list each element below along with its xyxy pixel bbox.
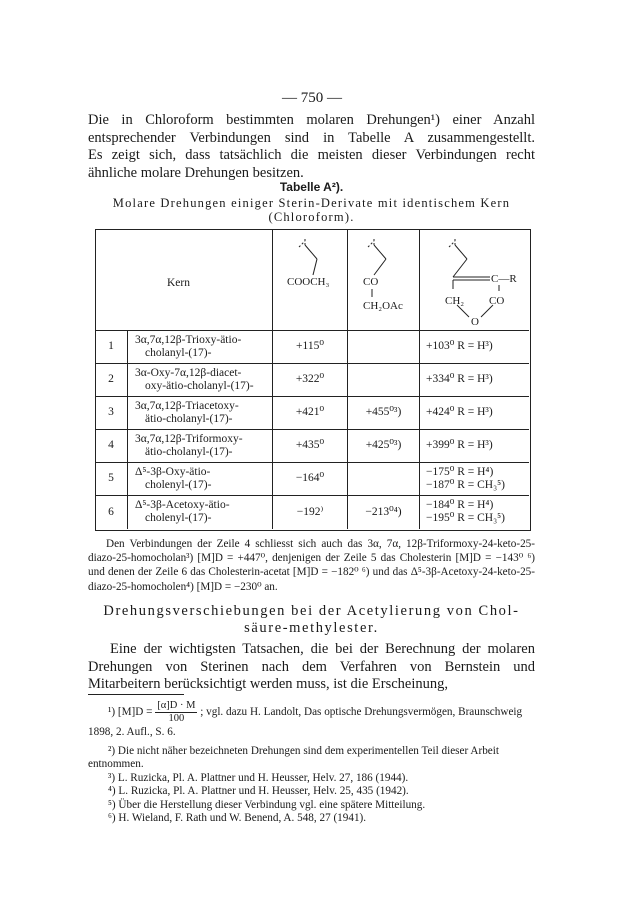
value-line: −175⁰ R = H⁴) bbox=[426, 465, 494, 478]
header-c-r: C—R bbox=[491, 273, 517, 285]
compound-name-line: oxy-ätio-cholanyl-(17)- bbox=[145, 379, 254, 392]
intro-paragraph bbox=[88, 112, 535, 182]
footnote: ⁴) L. Ruzicka, Pl. A. Plattner und H. Heusser, Helv. 25, 435 (1942). bbox=[108, 785, 409, 798]
footnote-1 bbox=[88, 700, 535, 739]
value-co bbox=[348, 363, 419, 396]
compound-name-line: ätio-cholanyl-(17)- bbox=[145, 445, 233, 458]
row-number: 3 bbox=[108, 406, 114, 418]
value-co bbox=[348, 330, 419, 363]
value-co bbox=[348, 462, 419, 495]
rotation-table bbox=[95, 229, 531, 531]
value-co: +425⁰³) bbox=[365, 439, 402, 451]
value-co: +455⁰³) bbox=[365, 406, 402, 418]
structure-butenolide bbox=[435, 237, 525, 337]
header-o: O bbox=[471, 316, 479, 328]
value-butenolide bbox=[420, 495, 529, 529]
table-subtitle-line: (Chloroform). bbox=[268, 210, 355, 224]
table-note bbox=[88, 537, 535, 594]
compound-name-line: 3α-Oxy-7α,12β-diacet- bbox=[135, 366, 242, 379]
header-kern: Kern bbox=[167, 277, 190, 289]
value-line: −195⁰ R = CH₃⁵) bbox=[426, 512, 505, 524]
body-paragraph bbox=[88, 641, 535, 694]
footnote: ⁵) Über die Herstellung dieser Verbindung vgl. eine spätere Mitteilung. bbox=[108, 798, 426, 811]
fraction-numerator: [α]D · M bbox=[157, 700, 196, 711]
compound-name bbox=[131, 429, 275, 462]
intro-line: Die in Chloroform bestimmten molaren Drehungen¹) einer Anzahl bbox=[88, 112, 535, 128]
compound-name-line: cholanyl-(17)- bbox=[145, 346, 212, 359]
compound-name bbox=[131, 462, 275, 495]
compound-name-line: Δ⁵-3β-Acetoxy-ätio- bbox=[135, 499, 230, 511]
value-butenolide: +424⁰ R = H³) bbox=[426, 406, 493, 418]
value-butenolide: +399⁰ R = H³) bbox=[426, 439, 493, 451]
section-heading-line: säure-methylester. bbox=[244, 620, 379, 636]
table-note-text: Den Verbindungen der Zeile 4 schliesst sich auch das 3α, 7α, 12β-Triformoxy-24-keto-25-diazo-25-homocholan³) [M]D = +447⁰, denjenigen der Zeile 5 das Cholesterin [M]D = −143⁰ ⁶) und denen der Zeile 6 das Cholesterin-acetat [M]D = −182⁰ ⁶) und das Δ⁵-3β-Acetoxy-24-keto-25-diazo-25-homocholen⁴) [M]D = −230⁰ an. bbox=[88, 538, 535, 593]
value-cooch3: +115⁰ bbox=[296, 340, 324, 352]
footnote: ²) Die nicht näher bezeichneten Drehungen sind dem experimentellen Teil dieser Arbeit entnommen. bbox=[88, 745, 499, 771]
compound-name-line: cholenyl-(17)- bbox=[145, 512, 212, 524]
compound-name-line: Δ⁵-3β-Oxy-ätio- bbox=[135, 465, 211, 478]
value-cooch3: +421⁰ bbox=[295, 406, 325, 418]
header-ch2: CH₂ bbox=[445, 295, 465, 307]
footnote: ³) L. Ruzicka, Pl. A. Plattner und H. Heusser, Helv. 27, 186 (1944). bbox=[108, 771, 409, 784]
table-subtitle bbox=[88, 196, 535, 224]
intro-line: Es zeigt sich, dass tatsächlich die meisten dieser Verbindungen recht bbox=[88, 147, 535, 163]
compound-name-line: 3α,7α,12β-Triformoxy- bbox=[135, 432, 243, 445]
value-butenolide: +334⁰ R = H³) bbox=[426, 373, 493, 385]
compound-name-line: cholenyl-(17)- bbox=[145, 478, 212, 491]
body-text: Eine der wichtigsten Tatsachen, die bei der Berechnung der molaren Drehungen von Sterinen nach dem Verfahren von Bernstein und Mitarbeitern berücksichtigt werden muss, ist die Erscheinung, bbox=[88, 641, 535, 692]
row-number: 5 bbox=[108, 472, 114, 484]
intro-line: ähnliche molare Drehungen besitzen. bbox=[88, 164, 304, 181]
footnote: ⁶) H. Wieland, F. Rath und W. Benend, A. 548, 27 (1941). bbox=[108, 812, 367, 825]
row-number: 4 bbox=[108, 439, 114, 451]
header-co: CO bbox=[363, 276, 379, 288]
value-cooch3: −192⁾ bbox=[296, 505, 324, 518]
value-co: −213⁰⁴) bbox=[365, 505, 402, 518]
value-line: −187⁰ R = CH₃⁵) bbox=[426, 478, 505, 491]
table-subtitle-line: Molare Drehungen einiger Sterin-Derivate mit identischem Kern bbox=[112, 196, 511, 210]
compound-name-line: ätio-cholanyl-(17)- bbox=[145, 412, 233, 425]
value-cooch3: −164⁰ bbox=[295, 472, 325, 484]
section-heading bbox=[88, 603, 535, 637]
page-number: — 750 — bbox=[282, 90, 342, 106]
footnote-1-rest: ; vgl. dazu H. Landolt, Das optische Drehungsvermögen, Braunschweig 1898, 2. Aufl., S. 6. bbox=[88, 706, 523, 738]
row-number: 6 bbox=[108, 505, 114, 518]
footnote-1-lhs: ¹) [M]D = bbox=[108, 706, 153, 719]
row-number: 2 bbox=[108, 373, 114, 385]
fraction-denominator: 100 bbox=[168, 713, 185, 724]
footnote-rule bbox=[88, 694, 184, 695]
value-cooch3: +435⁰ bbox=[295, 439, 325, 451]
value-line: −184⁰ R = H⁴) bbox=[426, 499, 494, 511]
value-cooch3: +322⁰ bbox=[295, 373, 325, 385]
row-number: 1 bbox=[108, 340, 114, 352]
compound-name-line: 3α,7α,12β-Triacetoxy- bbox=[135, 399, 239, 412]
intro-line: entsprechender Verbindungen sind in Tabelle A zusammengestellt. bbox=[88, 129, 535, 146]
value-butenolide bbox=[420, 462, 529, 495]
header-co-ring: CO bbox=[489, 295, 505, 307]
compound-name bbox=[131, 363, 275, 396]
value-butenolide: +103⁰ R = H³) bbox=[426, 340, 493, 352]
structure-co-ch2oac bbox=[360, 237, 410, 297]
header-cooch3: COOCH₃ bbox=[287, 276, 330, 288]
table-title: Tabelle A²). bbox=[279, 180, 344, 194]
compound-name bbox=[131, 330, 275, 363]
footnote-1-fraction bbox=[155, 700, 197, 725]
compound-name bbox=[131, 495, 275, 529]
section-heading-line: Drehungsverschiebungen bei der Acetylierung von Chol- bbox=[103, 603, 520, 619]
compound-name bbox=[131, 396, 275, 429]
compound-name-line: 3α,7α,12β-Trioxy-ätio- bbox=[135, 333, 242, 346]
header-ch2oac: CH₂OAc bbox=[363, 300, 403, 312]
footnote-list bbox=[88, 745, 535, 825]
